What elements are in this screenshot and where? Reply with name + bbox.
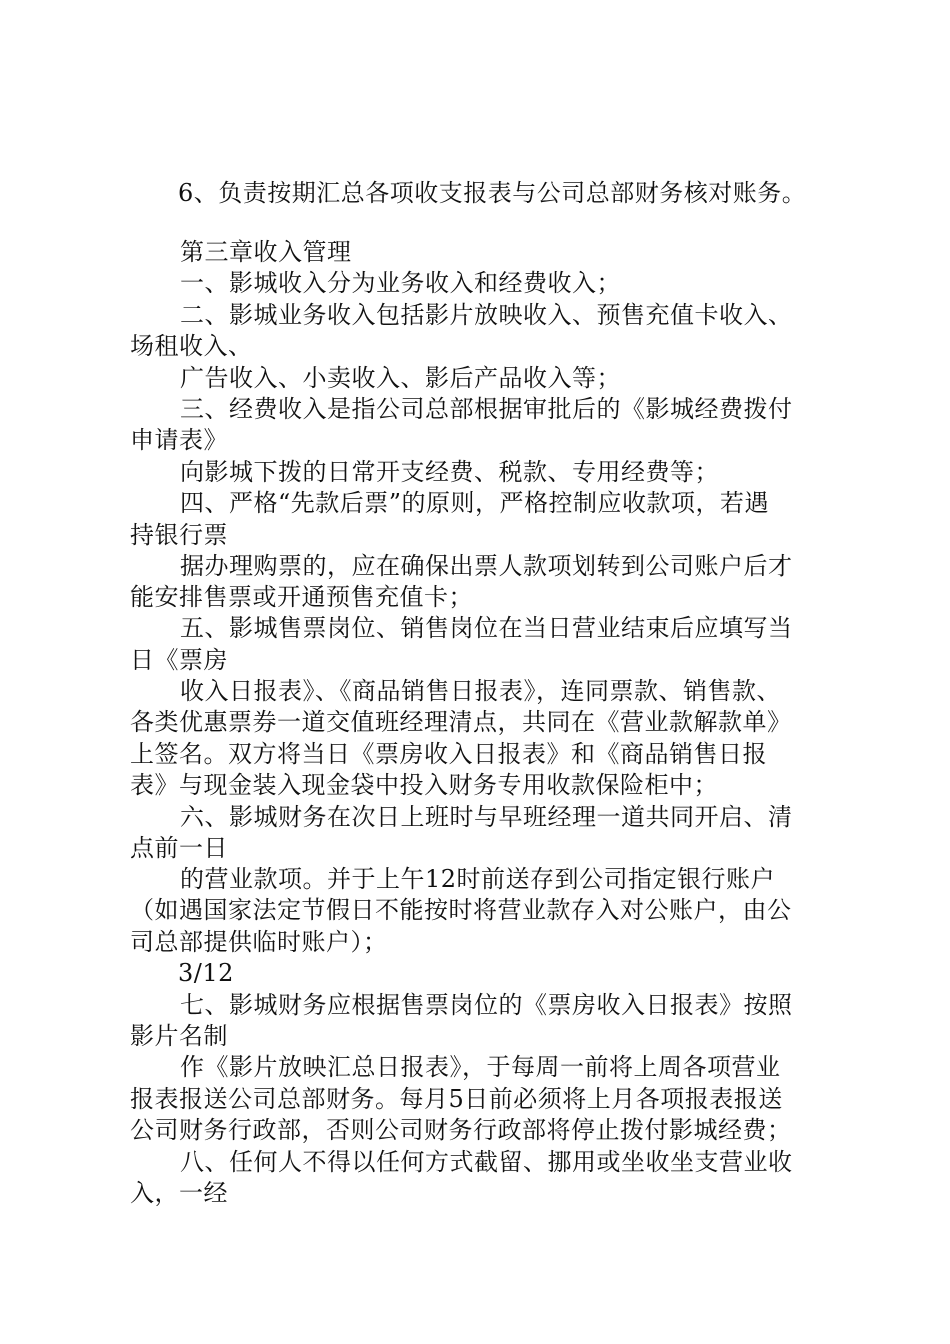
paragraph-line: 报表报送公司总部财务。每月5日前必须将上月各项报表报送 xyxy=(130,1085,783,1113)
paragraph-line: 公司财务行政部，否则公司财务行政部将停止拨付影城经费； xyxy=(130,1116,792,1144)
paragraph-line-finance-duty-6: 6、负责按期汇总各项收支报表与公司总部财务核对账务。 xyxy=(178,179,807,207)
paragraph-line: 能安排售票或开通预售充值卡； xyxy=(130,583,473,611)
paragraph-line: 广告收入、小卖收入、影后产品收入等； xyxy=(180,364,621,392)
paragraph-line: 三、经费收入是指公司总部根据审批后的《影城经费拨付 xyxy=(180,395,793,423)
paragraph-line: 七、影城财务应根据售票岗位的《票房收入日报表》按照 xyxy=(180,991,793,1019)
paragraph-line: 一、影城收入分为业务收入和经费收入； xyxy=(180,269,621,297)
page-number: 3/12 xyxy=(178,959,234,987)
chapter-heading: 第三章收入管理 xyxy=(180,238,352,266)
paragraph-line: 四、严格“先款后票”的原则，严格控制应收款项，若遇 xyxy=(180,489,770,517)
paragraph-line: 五、影城售票岗位、销售岗位在当日营业结束后应填写当 xyxy=(180,614,793,642)
paragraph-line: 各类优惠票券一道交值班经理清点，共同在《营业款解款单》 xyxy=(130,708,792,736)
paragraph-line: 点前一日 xyxy=(130,834,228,862)
paragraph-line: 入，一经 xyxy=(130,1179,228,1207)
paragraph-line: 申请表》 xyxy=(130,426,228,454)
paragraph-line: （如遇国家法定节假日不能按时将营业款存入对公账户，由公 xyxy=(130,896,792,924)
paragraph-line: 表》与现金装入现金袋中投入财务专用收款保险柜中； xyxy=(130,771,718,799)
paragraph-line: 上签名。双方将当日《票房收入日报表》和《商品销售日报 xyxy=(130,740,767,768)
paragraph-line: 八、任何人不得以任何方式截留、挪用或坐收坐支营业收 xyxy=(180,1148,793,1176)
paragraph-line: 据办理购票的，应在确保出票人款项划转到公司账户后才 xyxy=(180,552,793,580)
paragraph-line: 场租收入、 xyxy=(130,332,253,360)
paragraph-line: 的营业款项。并于上午12时前送存到公司指定银行账户 xyxy=(180,865,776,893)
paragraph-line: 收入日报表》、《商品销售日报表》，连同票款、销售款、 xyxy=(180,677,781,705)
paragraph-line: 持银行票 xyxy=(130,521,228,549)
paragraph-line: 影片名制 xyxy=(130,1022,228,1050)
paragraph-line: 六、影城财务在次日上班时与早班经理一道共同开启、清 xyxy=(180,803,793,831)
paragraph-line: 向影城下拨的日常开支经费、税款、专用经费等； xyxy=(180,458,719,486)
paragraph-line: 日《票房 xyxy=(130,646,228,674)
paragraph-line: 二、影城业务收入包括影片放映收入、预售充值卡收入、 xyxy=(180,301,793,329)
paragraph-line: 作《影片放映汇总日报表》，于每周一前将上周各项营业 xyxy=(180,1053,781,1081)
paragraph-line: 司总部提供临时账户）； xyxy=(130,928,388,956)
